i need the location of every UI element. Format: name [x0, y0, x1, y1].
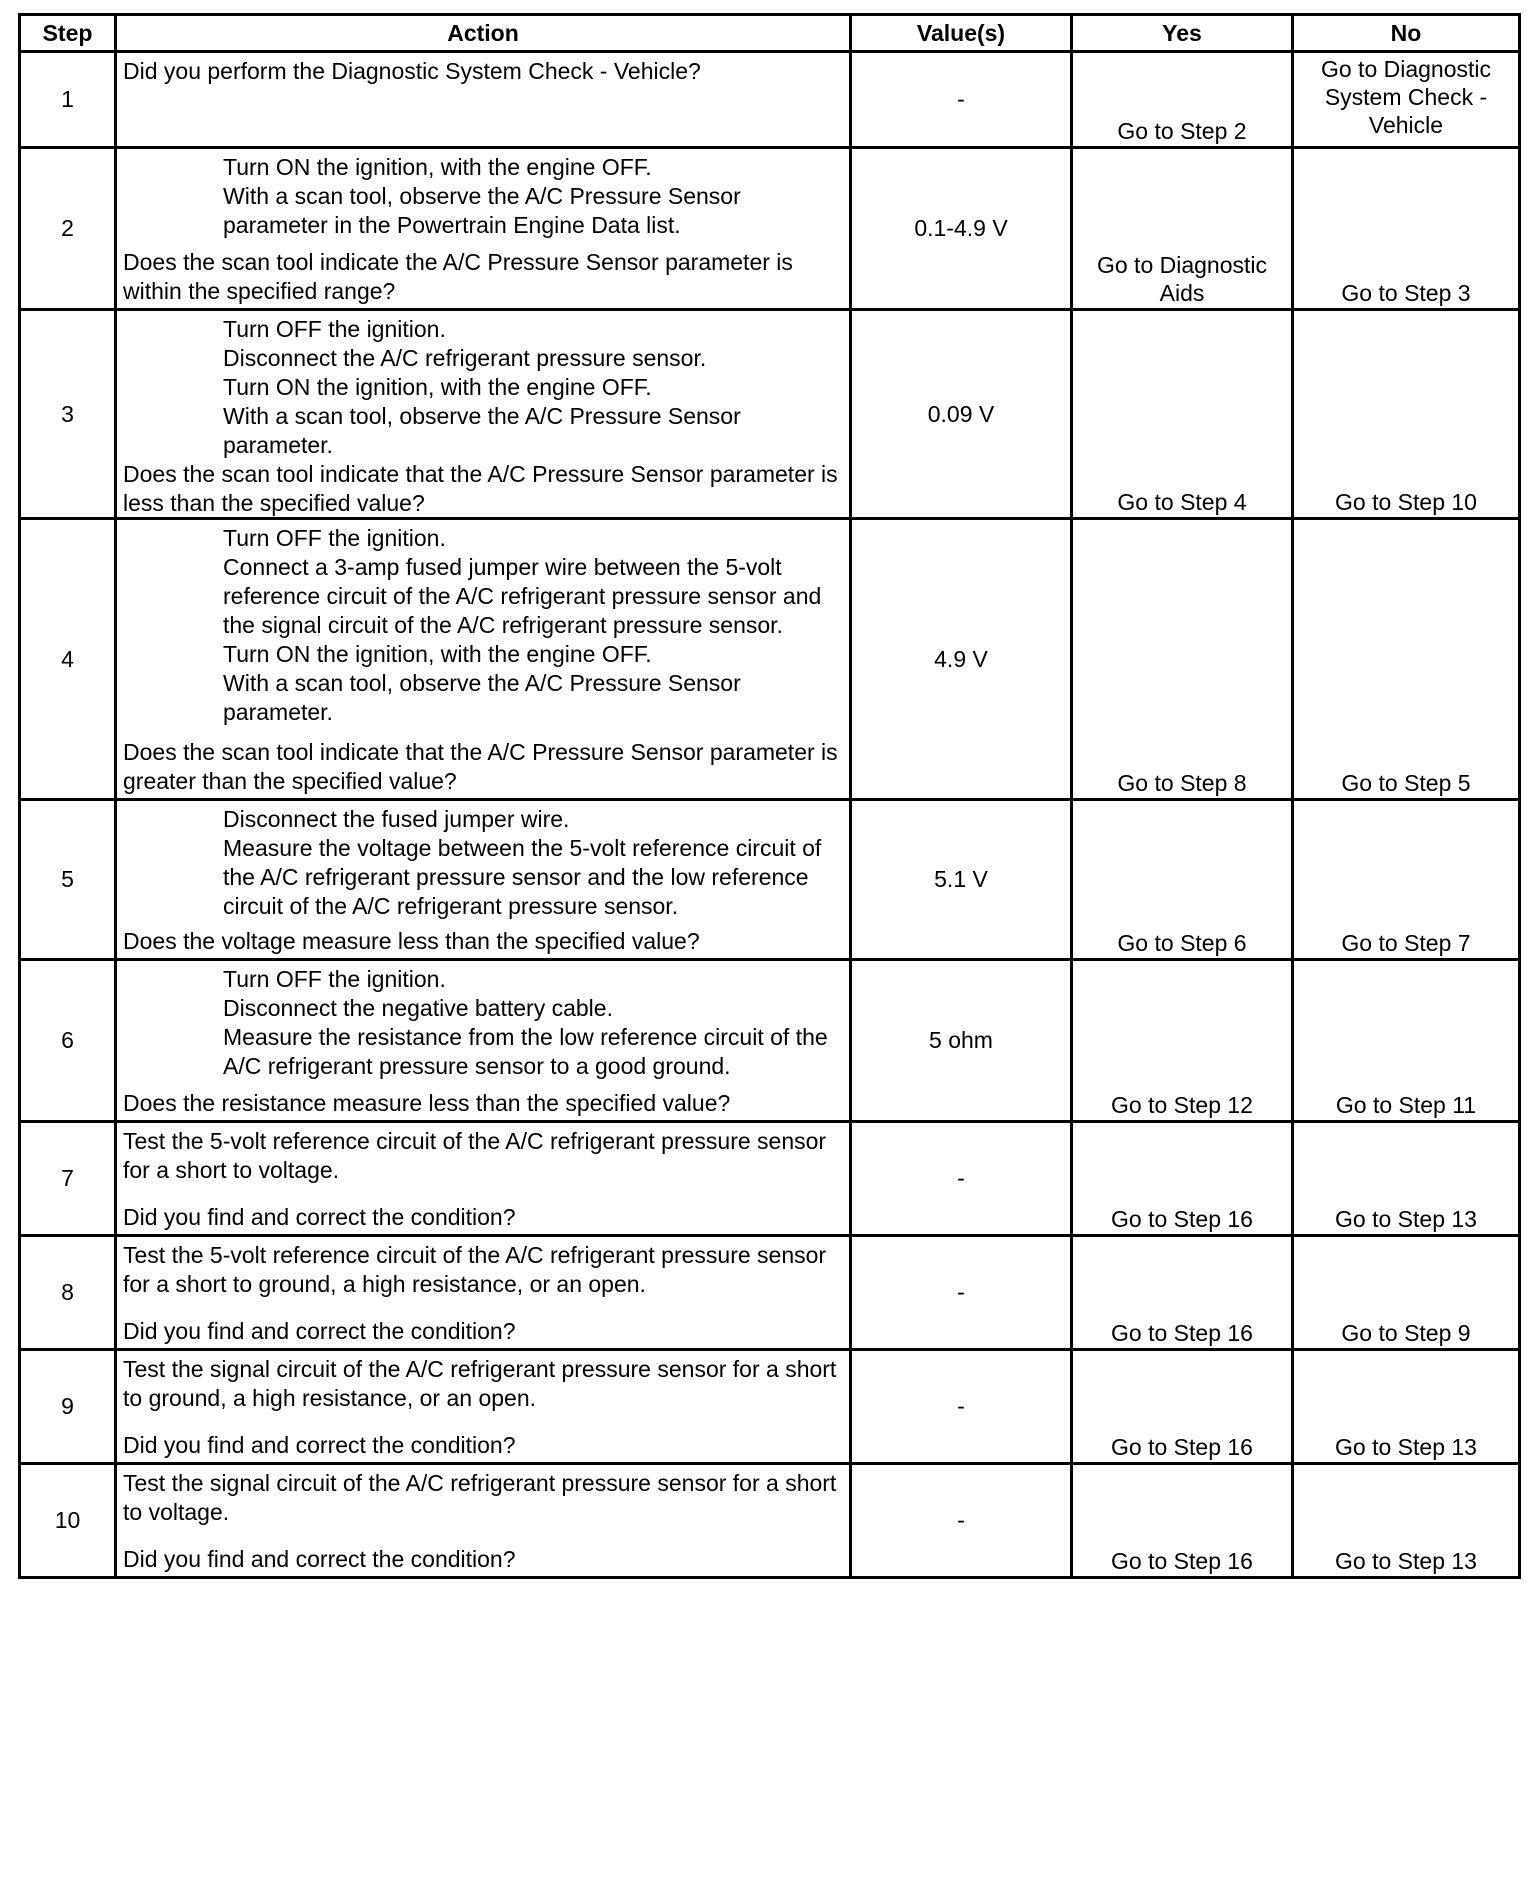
- table-row: [20, 800, 1520, 960]
- yes-result: Go to Step 6: [1072, 800, 1293, 960]
- yes-result: Go to Diagnostic Aids: [1072, 148, 1293, 310]
- step-question: Does the voltage measure less than the specified value?: [123, 928, 700, 954]
- header-row: [20, 15, 1520, 52]
- instruction-text: Turn OFF the ignition.: [223, 525, 446, 551]
- step-number: 9: [20, 1350, 116, 1464]
- instruction-text: Turn OFF the ignition.: [223, 316, 446, 342]
- value-cell: 5.1 V: [851, 800, 1072, 960]
- instruction-text: With a scan tool, observe the A/C Pressure Sensor parameter.: [223, 403, 741, 458]
- no-result: Go to Diagnostic System Check - Vehicle: [1293, 52, 1520, 148]
- step-question: Does the scan tool indicate that the A/C Pressure Sensor parameter is greater than the specified value?: [123, 739, 838, 794]
- step-number: 3: [20, 310, 116, 519]
- no-result: Go to Step 13: [1293, 1464, 1520, 1578]
- step-number: 1: [20, 52, 116, 148]
- header-value: Value(s): [851, 15, 1072, 52]
- yes-result: Go to Step 16: [1072, 1236, 1293, 1350]
- yes-result: Go to Step 16: [1072, 1350, 1293, 1464]
- yes-result: Go to Step 12: [1072, 960, 1293, 1122]
- step-question: Does the scan tool indicate that the A/C Pressure Sensor parameter is less than the specified value?: [123, 461, 838, 516]
- action-cell: [116, 1122, 851, 1236]
- step-number: 4: [20, 519, 116, 800]
- action-cell: [116, 52, 851, 148]
- step-number: 10: [20, 1464, 116, 1578]
- table-row: [20, 1464, 1520, 1578]
- no-result: Go to Step 13: [1293, 1350, 1520, 1464]
- step-question: Does the scan tool indicate the A/C Pressure Sensor parameter is within the specified range?: [123, 249, 793, 304]
- value-cell: -: [851, 1350, 1072, 1464]
- action-cell: [116, 148, 851, 310]
- value-cell: -: [851, 1236, 1072, 1350]
- instruction-text: Measure the resistance from the low reference circuit of the A/C refrigerant pressure sensor to a good ground.: [223, 1024, 828, 1079]
- step-number: 6: [20, 960, 116, 1122]
- step-number: 2: [20, 148, 116, 310]
- table-row: [20, 1350, 1520, 1464]
- no-result: Go to Step 11: [1293, 960, 1520, 1122]
- yes-result: Go to Step 4: [1072, 310, 1293, 519]
- step-question: Did you find and correct the condition?: [123, 1204, 516, 1230]
- instruction-text: Disconnect the fused jumper wire.: [223, 806, 570, 832]
- yes-result: Go to Step 2: [1072, 52, 1293, 148]
- no-result: Go to Step 10: [1293, 310, 1520, 519]
- no-result: Go to Step 5: [1293, 519, 1520, 800]
- yes-result: Go to Step 16: [1072, 1464, 1293, 1578]
- value-cell: 0.1-4.9 V: [851, 148, 1072, 310]
- no-result: Go to Step 9: [1293, 1236, 1520, 1350]
- action-cell: [116, 1464, 851, 1578]
- step-question: Did you find and correct the condition?: [123, 1318, 516, 1344]
- table-row: [20, 148, 1520, 310]
- instruction-text: Turn ON the ignition, with the engine OFF.: [223, 374, 652, 400]
- no-result: Go to Step 13: [1293, 1122, 1520, 1236]
- action-cell: [116, 519, 851, 800]
- action-cell: [116, 310, 851, 519]
- step-number: 8: [20, 1236, 116, 1350]
- action-cell: [116, 960, 851, 1122]
- action-cell: [116, 800, 851, 960]
- header-yes: Yes: [1072, 15, 1293, 52]
- instruction-text: Disconnect the A/C refrigerant pressure sensor.: [223, 345, 707, 371]
- value-cell: -: [851, 1122, 1072, 1236]
- value-cell: -: [851, 52, 1072, 148]
- instruction-text: With a scan tool, observe the A/C Pressure Sensor parameter in the Powertrain Engine Data list.: [223, 183, 741, 238]
- no-result: Go to Step 7: [1293, 800, 1520, 960]
- test-instruction: Test the signal circuit of the A/C refrigerant pressure sensor for a short to voltage.: [123, 1470, 837, 1525]
- value-cell: -: [851, 1464, 1072, 1578]
- instruction-text: Turn OFF the ignition.: [223, 966, 446, 992]
- instruction-text: With a scan tool, observe the A/C Pressure Sensor parameter.: [223, 670, 741, 725]
- instruction-text: Measure the voltage between the 5-volt reference circuit of the A/C refrigerant pressure sensor and the low reference circuit of the A/C refrigerant pressure sensor.: [223, 835, 822, 919]
- table-row: [20, 52, 1520, 148]
- step-question: Does the resistance measure less than the specified value?: [123, 1090, 731, 1116]
- test-instruction: Test the signal circuit of the A/C refrigerant pressure sensor for a short to ground, a high resistance, or an open.: [123, 1356, 837, 1411]
- table-row: [20, 960, 1520, 1122]
- table-row: [20, 1122, 1520, 1236]
- diagnostic-table: [18, 13, 1521, 1579]
- yes-result: Go to Step 16: [1072, 1122, 1293, 1236]
- step-question: Did you find and correct the condition?: [123, 1546, 516, 1572]
- table-row: [20, 519, 1520, 800]
- step-question: Did you find and correct the condition?: [123, 1432, 516, 1458]
- header-step: Step: [20, 15, 116, 52]
- table-row: [20, 1236, 1520, 1350]
- instruction-text: Turn ON the ignition, with the engine OFF.: [223, 154, 652, 180]
- value-cell: 5 ohm: [851, 960, 1072, 1122]
- test-instruction: Test the 5-volt reference circuit of the A/C refrigerant pressure sensor for a short to ground, a high resistance, or an open.: [123, 1242, 827, 1297]
- step-number: 7: [20, 1122, 116, 1236]
- instruction-text: Turn ON the ignition, with the engine OFF.: [223, 641, 652, 667]
- step-question: Did you perform the Diagnostic System Check - Vehicle?: [123, 58, 701, 84]
- value-cell: 0.09 V: [851, 310, 1072, 519]
- test-instruction: Test the 5-volt reference circuit of the A/C refrigerant pressure sensor for a short to voltage.: [123, 1128, 827, 1183]
- action-cell: [116, 1350, 851, 1464]
- step-number: 5: [20, 800, 116, 960]
- instruction-text: Disconnect the negative battery cable.: [223, 995, 613, 1021]
- table-row: [20, 310, 1520, 519]
- no-result: Go to Step 3: [1293, 148, 1520, 310]
- header-no: No: [1293, 15, 1520, 52]
- action-cell: [116, 1236, 851, 1350]
- header-action: Action: [116, 15, 851, 52]
- value-cell: 4.9 V: [851, 519, 1072, 800]
- instruction-text: Connect a 3-amp fused jumper wire between the 5-volt reference circuit of the A/C refrigerant pressure sensor and the signal circuit of the A/C refrigerant pressure sensor.: [223, 554, 822, 638]
- yes-result: Go to Step 8: [1072, 519, 1293, 800]
